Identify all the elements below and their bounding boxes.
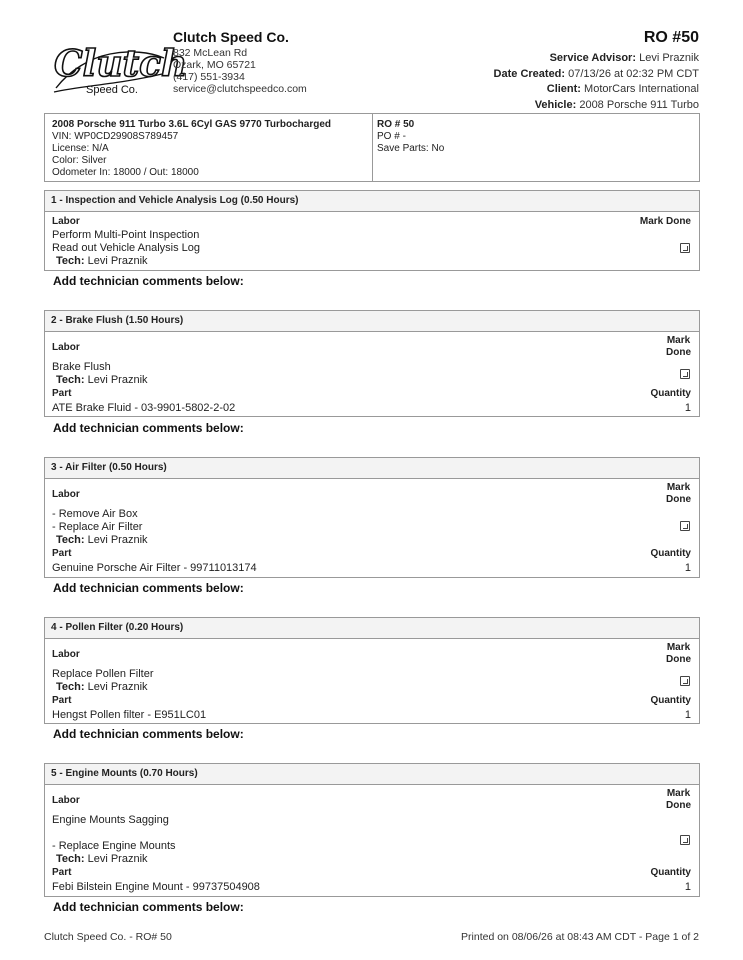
vin: VIN: WP0CD29908S789457: [52, 131, 179, 142]
tech-line: Tech: Levi Praznik: [56, 681, 148, 693]
ro-number: RO # 50: [377, 119, 415, 130]
labor-label: Labor: [52, 489, 80, 500]
ro-title: RO #50: [643, 29, 699, 46]
part-label: Part: [52, 388, 72, 399]
tech-line: Tech: Levi Praznik: [56, 374, 148, 386]
mark-done-label: Mark Done: [666, 482, 691, 505]
part-quantity: 1: [684, 881, 691, 893]
labor-line: Read out Vehicle Analysis Log: [52, 242, 200, 254]
save-parts: Save Parts: No: [377, 143, 445, 154]
po-number: PO # -: [377, 131, 406, 142]
part-quantity: 1: [684, 709, 691, 721]
color: Color: Silver: [52, 155, 107, 166]
part-line: Febi Bilstein Engine Mount - 99737504908: [52, 881, 260, 893]
labor-line: - Remove Air Box: [52, 508, 138, 520]
svg-text:Speed Co.: Speed Co.: [86, 84, 138, 96]
part-label: Part: [52, 695, 72, 706]
footer-company: Clutch Speed Co. - RO# 50: [44, 931, 172, 943]
job-title: 4 - Pollen Filter (0.20 Hours): [45, 618, 699, 639]
tech-line: Tech: Levi Praznik: [56, 853, 148, 865]
labor-line: - Replace Air Filter: [52, 521, 143, 533]
vehicle-details: [45, 114, 373, 181]
part-line: ATE Brake Fluid - 03-9901-5802-2-02: [52, 402, 236, 414]
quantity-label: Quantity: [650, 388, 691, 399]
job-title: 5 - Engine Mounts (0.70 Hours): [45, 764, 699, 785]
job-section: [44, 457, 700, 578]
company-phone: (417) 551-3934: [173, 71, 245, 83]
comments-prompt: Add technician comments below:: [53, 581, 244, 595]
labor-line: Brake Flush: [52, 361, 111, 373]
odometer: Odometer In: 18000 / Out: 18000: [52, 167, 199, 178]
labor-label: Labor: [52, 342, 80, 353]
client: Client: MotorCars International: [546, 83, 699, 95]
mark-done-label: Mark Done: [666, 788, 691, 811]
company-email: service@clutchspeedco.com: [173, 83, 307, 95]
labor-label: Labor: [52, 649, 80, 660]
vehicle-description: 2008 Porsche 911 Turbo 3.6L 6Cyl GAS 9770 Turbocharged: [52, 119, 332, 130]
comments-prompt: Add technician comments below:: [53, 727, 244, 741]
mark-done-checkbox[interactable]: [680, 521, 690, 531]
company-address-line2: Ozark, MO 65721: [173, 59, 256, 71]
vehicle: Vehicle: 2008 Porsche 911 Turbo: [534, 98, 699, 111]
vehicle-info-box: [44, 113, 700, 182]
quantity-label: Quantity: [650, 548, 691, 559]
mark-done-checkbox[interactable]: [680, 243, 690, 253]
job-section: [44, 617, 700, 724]
part-quantity: 1: [684, 402, 691, 414]
order-details: [373, 114, 699, 181]
service-advisor: Service Advisor: Levi Praznik: [549, 52, 699, 64]
comments-prompt: Add technician comments below:: [53, 274, 244, 288]
labor-line: Engine Mounts Sagging: [52, 814, 169, 826]
mark-done-checkbox[interactable]: [680, 676, 690, 686]
quantity-label: Quantity: [650, 867, 691, 878]
date-created: Date Created: 07/13/26 at 02:32 PM CDT: [493, 67, 699, 80]
job-title: 2 - Brake Flush (1.50 Hours): [45, 311, 699, 332]
labor-line: Replace Pollen Filter: [52, 668, 154, 680]
labor-label: Labor: [52, 216, 80, 227]
labor-line: - Replace Engine Mounts: [52, 840, 176, 852]
labor-label: Labor: [52, 795, 80, 806]
job-title: 1 - Inspection and Vehicle Analysis Log (0.50 Hours): [45, 191, 699, 212]
mark-done-label: Mark Done: [639, 216, 691, 227]
quantity-label: Quantity: [650, 695, 691, 706]
part-label: Part: [52, 548, 72, 559]
mark-done-label: Mark Done: [666, 642, 691, 665]
ro-summary: [494, 28, 699, 113]
mark-done-checkbox[interactable]: [680, 835, 690, 845]
job-section: [44, 310, 700, 417]
part-line: Genuine Porsche Air Filter - 99711013174: [52, 562, 257, 574]
tech-line: Tech: Levi Praznik: [56, 534, 148, 546]
mark-done-checkbox[interactable]: [680, 369, 690, 379]
job-section: [44, 190, 700, 271]
company-address-line1: 832 McLean Rd: [173, 47, 248, 59]
tech-line: Tech: Levi Praznik: [56, 255, 148, 267]
comments-prompt: Add technician comments below:: [53, 900, 244, 914]
comments-prompt: Add technician comments below:: [53, 421, 244, 435]
job-title: 3 - Air Filter (0.50 Hours): [45, 458, 699, 479]
company-name: Clutch Speed Co.: [173, 29, 289, 45]
company-logo: [50, 30, 188, 100]
mark-done-label: Mark Done: [666, 335, 691, 358]
job-section: [44, 763, 700, 897]
part-line: Hengst Pollen filter - E951LC01: [52, 709, 207, 721]
license: License: N/A: [52, 143, 109, 154]
labor-line: Perform Multi-Point Inspection: [52, 229, 200, 241]
footer-printed: Printed on 08/06/26 at 08:43 AM CDT - Page 1 of 2: [461, 931, 699, 943]
svg-text:Clutch: Clutch: [54, 43, 188, 85]
part-quantity: 1: [684, 562, 691, 574]
part-label: Part: [52, 867, 72, 878]
company-info: [173, 28, 307, 95]
